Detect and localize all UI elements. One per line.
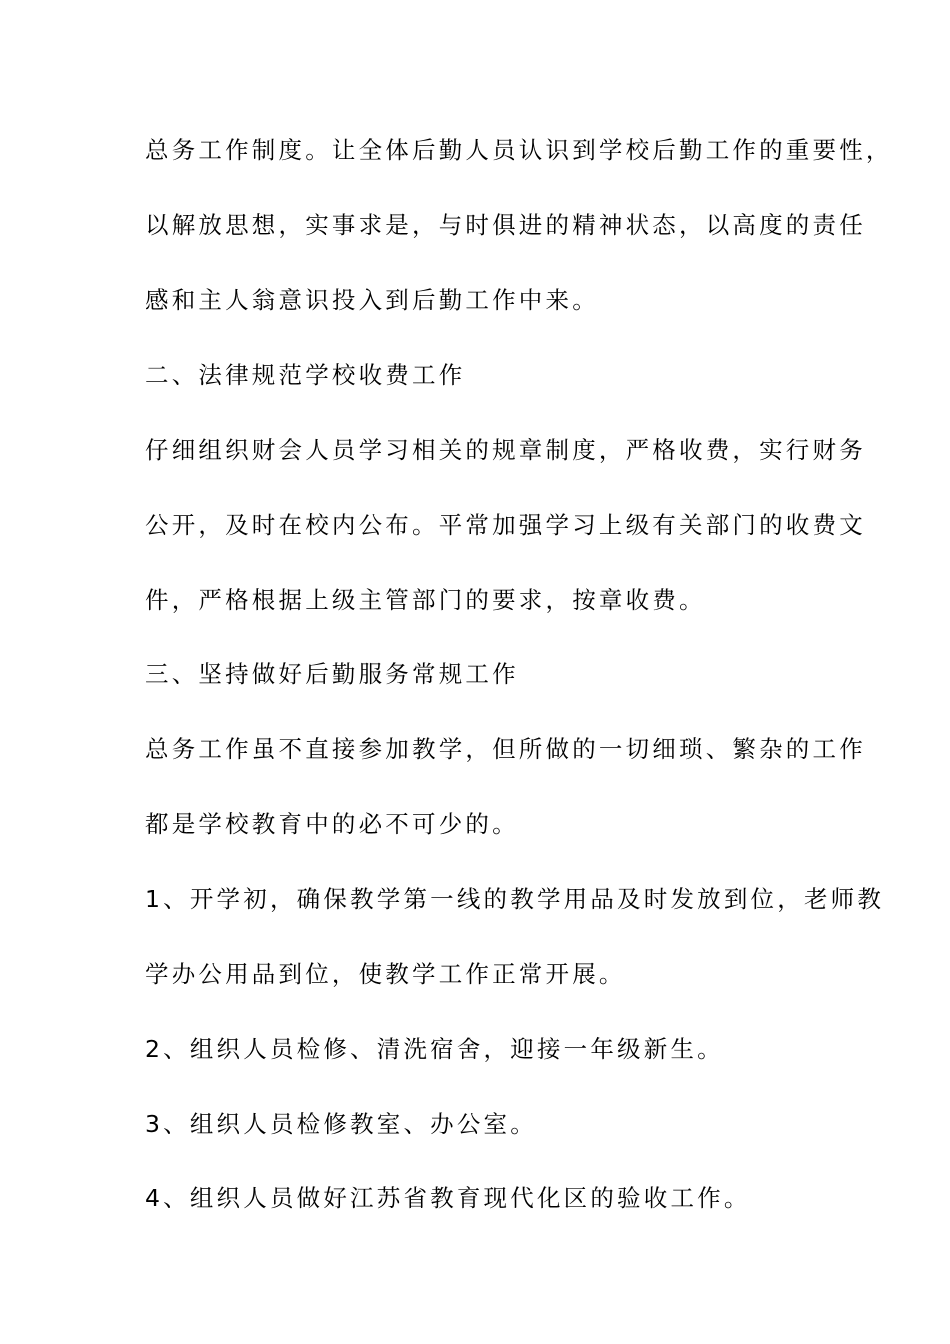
paragraph-line: 感和主人翁意识投入到后勤工作中来。 <box>145 286 599 314</box>
list-item: 2、组织人员检修、清洗宿舍，迎接一年级新生。 <box>145 1035 724 1063</box>
paragraph-line: 公开，及时在校内公布。平常加强学习上级有关部门的收费文 <box>145 511 866 539</box>
paragraph-line: 件，严格根据上级主管部门的要求，按章收费。 <box>145 586 706 614</box>
section-heading: 二、法律规范学校收费工作 <box>145 361 466 389</box>
list-item: 3、组织人员检修教室、办公室。 <box>145 1110 537 1138</box>
paragraph-line: 仔细组织财会人员学习相关的规章制度，严格收费，实行财务 <box>145 436 866 464</box>
section-heading: 三、坚持做好后勤服务常规工作 <box>145 660 519 688</box>
paragraph-line: 以解放思想，实事求是，与时俱进的精神状态，以高度的责任 <box>145 211 866 239</box>
paragraph-line: 总务工作虽不直接参加教学，但所做的一切细琐、繁杂的工作 <box>145 735 866 763</box>
paragraph-line: 都是学校教育中的必不可少的。 <box>145 810 519 838</box>
paragraph-line: 总务工作制度。让全体后勤人员认识到学校后勤工作的重要性， <box>145 136 893 164</box>
list-item: 1、开学初，确保教学第一线的教学用品及时发放到位，老师教 <box>145 885 885 913</box>
list-item: 4、组织人员做好江苏省教育现代化区的验收工作。 <box>145 1184 751 1212</box>
list-item-continuation: 学办公用品到位，使教学工作正常开展。 <box>145 960 626 988</box>
